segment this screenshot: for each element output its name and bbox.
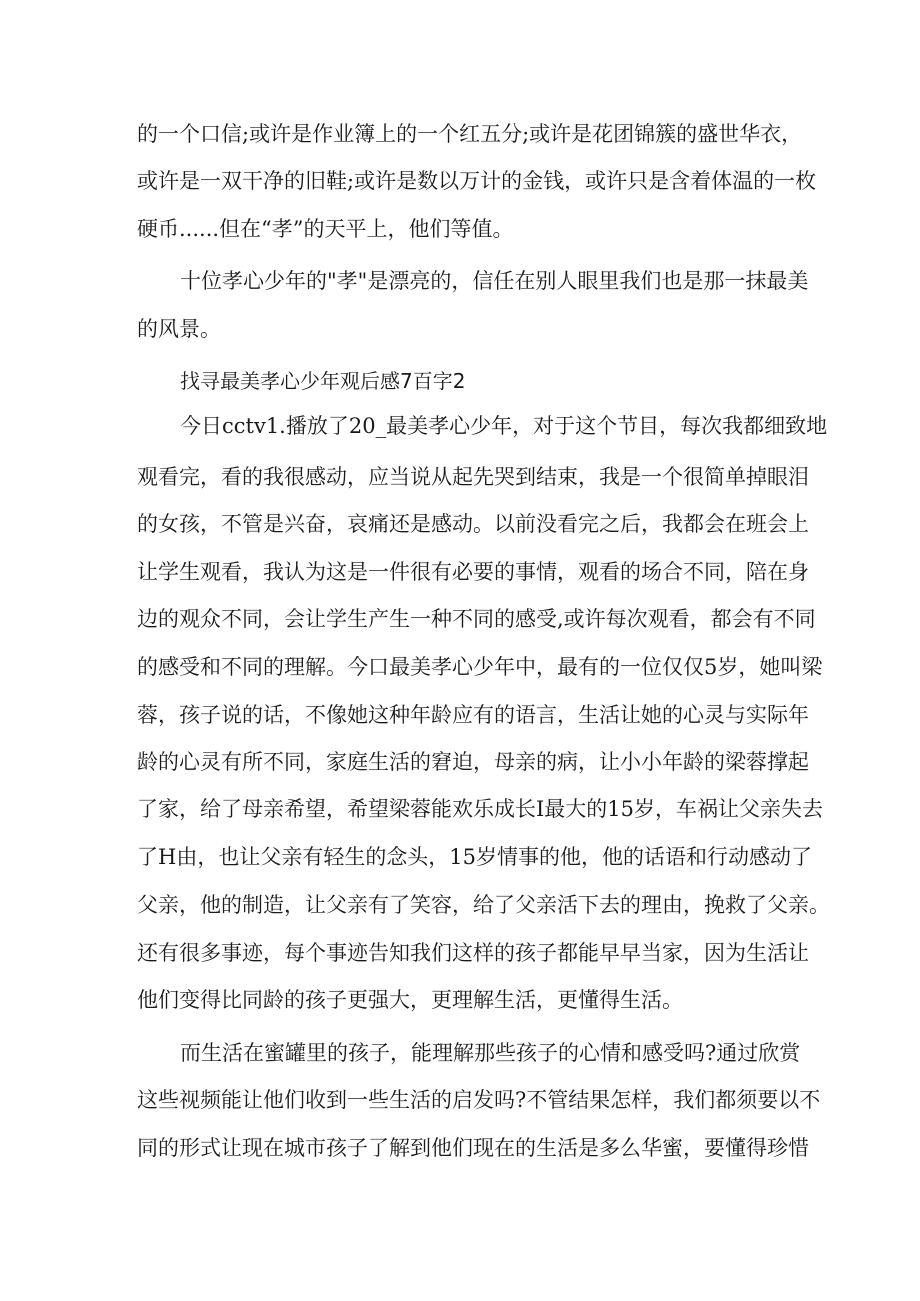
text-line: 这些视频能让他们收到一些生活的启发吗?不管结果怎样，我们都须要以不	[137, 1088, 821, 1112]
text-line: 了家，给了母亲希望，希望梁蓉能欢乐成长I最大的15岁，车祸让父亲失去	[137, 797, 824, 821]
section-title: 找寻最美孝心少年观后感7百字2	[180, 369, 466, 393]
text-line: 十位孝心少年的"孝"是漂亮的，信任在别人眼里我们也是那一抹最美	[180, 269, 809, 293]
text-line: 了H由，也让父亲有轻生的念头，15岁情事的他，他的话语和行动感动了	[137, 845, 813, 869]
text-line: 龄的心灵有所不同，家庭生活的窘迫，母亲的病，让小小年龄的梁蓉撑起	[137, 750, 809, 774]
text-line: 还有很多事迹，每个事迹告知我们这样的孩子都能早早当家，因为生活让	[137, 941, 809, 965]
text-line: 同的形式让现在城市孩子了解到他们现在的生活是多么华蜜，要懂得珍惜	[137, 1136, 809, 1160]
text-line: 边的观众不同，会让学生产生一种不同的感受,或许每次观看，都会有不同	[137, 607, 816, 631]
text-line: 父亲，他的制造，让父亲有了笑容，给了父亲活下去的理由，挽救了父亲。	[137, 893, 830, 917]
text-line: 观看完，看的我很感动，应当说从起先哭到结束，我是一个很简单掉眼泪	[137, 465, 809, 489]
text-line: 而生活在蜜罐里的孩子，能理解那些孩子的心情和感受吗?通过欣赏	[180, 1041, 801, 1065]
text-line: 的风景。	[137, 317, 221, 341]
text-line: 的女孩，不管是兴奋，哀痛还是感动。以前没看完之后，我都会在班会上	[137, 512, 809, 536]
text-line: 蓉，孩子说的话，不像她这种年龄应有的语言，生活让她的心灵与实际年	[137, 703, 809, 727]
text-line: 或许是一双干净的旧鞋;或许是数以万计的金钱，或许只是含着体温的一枚	[137, 169, 817, 193]
text-line: 的一个口信;或许是作业簿上的一个红五分;或许是花团锦簇的盛世华衣，	[137, 122, 803, 146]
text-line: 今日cctv1.播放了20_最美孝心少年，对于这个节目，每次我都细致地	[180, 414, 828, 438]
text-line: 让学生观看，我认为这是一件很有必要的事情，观看的场合不同，陪在身	[137, 560, 809, 584]
text-line: 的感受和不同的理解。今口最美孝心少年中，最有的一位仅仅5岁，她叫梁	[137, 655, 823, 679]
text-line: 他们变得比同龄的孩子更强大，更理解生活，更懂得生活。	[137, 988, 683, 1012]
text-line: 硬币......但在“孝”的天平上，他们等值。	[137, 217, 514, 241]
